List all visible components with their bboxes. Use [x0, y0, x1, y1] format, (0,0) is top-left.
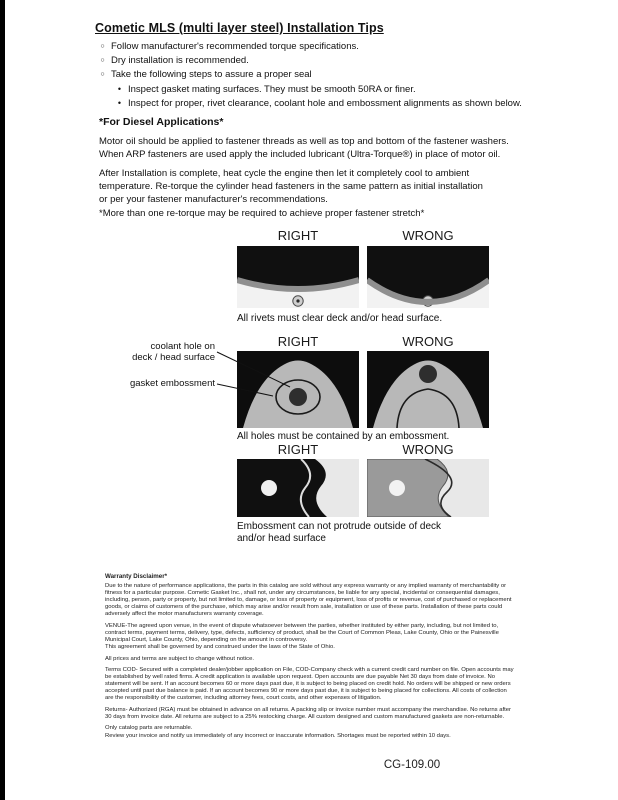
row3-caption [237, 521, 477, 545]
dot-bullet-icon: • [117, 97, 122, 108]
right-label: RIGHT [277, 334, 319, 349]
tip-item [99, 55, 569, 66]
legal-paragraph: All prices and terms are subject to change without notice. [105, 655, 254, 662]
legal-paragraph: Terms COD- Secured with a completed dealer/jobber application on File, COD-Company check with a current credit card number on file. Open accounts may be established by well rated firms. A credit application is available upon request. Open accounts are due payable Net 30 days from date of invoice. No statement will be sent. If an account becomes 60 or more days past due, it is subject to being placed on credit hold. No orders will be shipped or new orders accepted until past due balance is paid. If an account becomes 90 or more days past due, it is subject to being placed for collections. All costs of collection are the responsibility of the customer, including attorney fees, court costs, and other expenses of litigation. [105, 667, 514, 701]
legal-paragraph: Due to the nature of performance applications, the parts in this catalog are sold without any express warranty or any implied warranty of merchantability or fitness for a particular purpose. Cometic Gasket Inc., shall not, under any circumstances, be liable for any special, incidental or consequential damages, including, person, party or property, but not limited to, damage, or loss of property or equipment, loss of profits or revenue, cost of purchased or replacement goods, or claims of customers of the purchase, which may arise and/or result from sale, installation or use of these parts. Installation of these parts could adversely affect the motor manufacturers warranty coverage. [105, 583, 512, 617]
callout-line: deck / head surface [132, 352, 215, 363]
tip-text: Dry installation is recommended. [111, 55, 249, 67]
tips-list [99, 41, 569, 112]
circle-bullet-icon: ○ [100, 57, 105, 65]
warranty-disclaimer-heading: Warranty Disclaimer* [105, 573, 168, 580]
tip-text: Inspect for proper, rivet clearance, coolant hole and embossment alignments as shown below. [128, 97, 522, 109]
paragraph-line: temperature. Re-torque the cylinder head fasteners in the same pattern as initial installation [99, 181, 483, 192]
page-title: Cometic MLS (multi layer steel) Installation Tips [95, 21, 384, 35]
circle-bullet-icon: ○ [100, 43, 105, 50]
paragraph-line: After Installation is complete, heat cycle the engine then let it completely cool to ambient [99, 168, 470, 179]
tip-sub-item [116, 84, 569, 95]
rivet-clearance-wrong-diagram [367, 246, 489, 308]
callout-line: coolant hole on [150, 341, 215, 352]
legal-paragraph: Review your invoice and notify us immediately of any incorrect or inaccurate information. Shortages must be reported within 10 days. [105, 732, 451, 739]
paragraph-line: or per your fastener manufacturer's recommendations. [99, 194, 328, 205]
caption-line: Embossment can not protrude outside of deck [237, 521, 442, 532]
circle-bullet-icon: ○ [100, 71, 105, 79]
retorque-note: *More than one re-torque may be required to achieve proper fastener stretch* [99, 208, 425, 219]
wrong-label: WRONG [402, 228, 454, 243]
legal-paragraph: Returns- Authorized (RGA) must be obtained in advance on all returns. A packing slip or invoice number must accompany the merchandise. No returns after 30 days from invoice date. All returns are subject to a 25% restocking charge. All custom designed and custom manufactured gaskets are non-returnable. [105, 706, 512, 720]
right-label: RIGHT [277, 228, 319, 243]
coolant-hole-callout [123, 341, 215, 363]
wrong-label: WRONG [402, 442, 454, 457]
paragraph-line: When ARP fasteners are used apply the included lubricant (Ultra-Torque®) in place of motor oil. [99, 149, 501, 160]
row2-caption: All holes must be contained by an embossment. [237, 431, 450, 442]
dot-bullet-icon: • [117, 83, 122, 94]
tip-text: Inspect gasket mating surfaces. They must be smooth 50RA or finer. [128, 83, 416, 95]
right-label: RIGHT [277, 442, 319, 457]
heat-cycle-paragraph [99, 167, 549, 206]
embossment-protrusion-wrong-diagram [367, 459, 489, 517]
tip-sub-item [116, 98, 569, 109]
tip-text: Take the following steps to assure a proper seal [111, 69, 312, 81]
embossment-protrusion-right-diagram [237, 459, 359, 517]
gasket-embossment-callout: gasket embossment [129, 378, 215, 389]
paragraph-line: Motor oil should be applied to fastener threads as well as top and bottom of the fastener washers. [99, 136, 509, 147]
diesel-applications-heading: *For Diesel Applications* [99, 116, 224, 128]
document-code: CG-109.00 [383, 759, 441, 771]
wrong-label: WRONG [402, 334, 454, 349]
scan-edge-artifact [0, 0, 5, 800]
tip-text: Follow manufacturer's recommended torque specifications. [111, 41, 359, 52]
legal-section [105, 573, 515, 744]
caption-line: and/or head surface [237, 533, 326, 544]
motor-oil-paragraph [99, 135, 549, 161]
tip-item [99, 69, 569, 80]
row1-caption: All rivets must clear deck and/or head surface. [237, 313, 443, 324]
hole-containment-wrong-diagram [367, 351, 489, 428]
legal-paragraph: Only catalog parts are returnable. [105, 725, 193, 731]
legal-paragraph: This agreement shall be governed by and construed under the laws of the State of Ohio. [105, 644, 335, 650]
hole-containment-right-diagram [237, 351, 359, 428]
legal-paragraph: VENUE-The agreed upon venue, in the event of dispute whatsoever between the parties, whether instituted by either party, including, but not limited to, contract terms, payment terms, delivery, type, defects, sufficiency of product, shall be the Court of Common Pleas, Lake County, Ohio or the Painesville Municipal Court, Lake County, Ohio, depending on the amount in controversy. [105, 622, 499, 643]
tip-item [99, 41, 569, 52]
rivet-clearance-right-diagram [237, 246, 359, 308]
